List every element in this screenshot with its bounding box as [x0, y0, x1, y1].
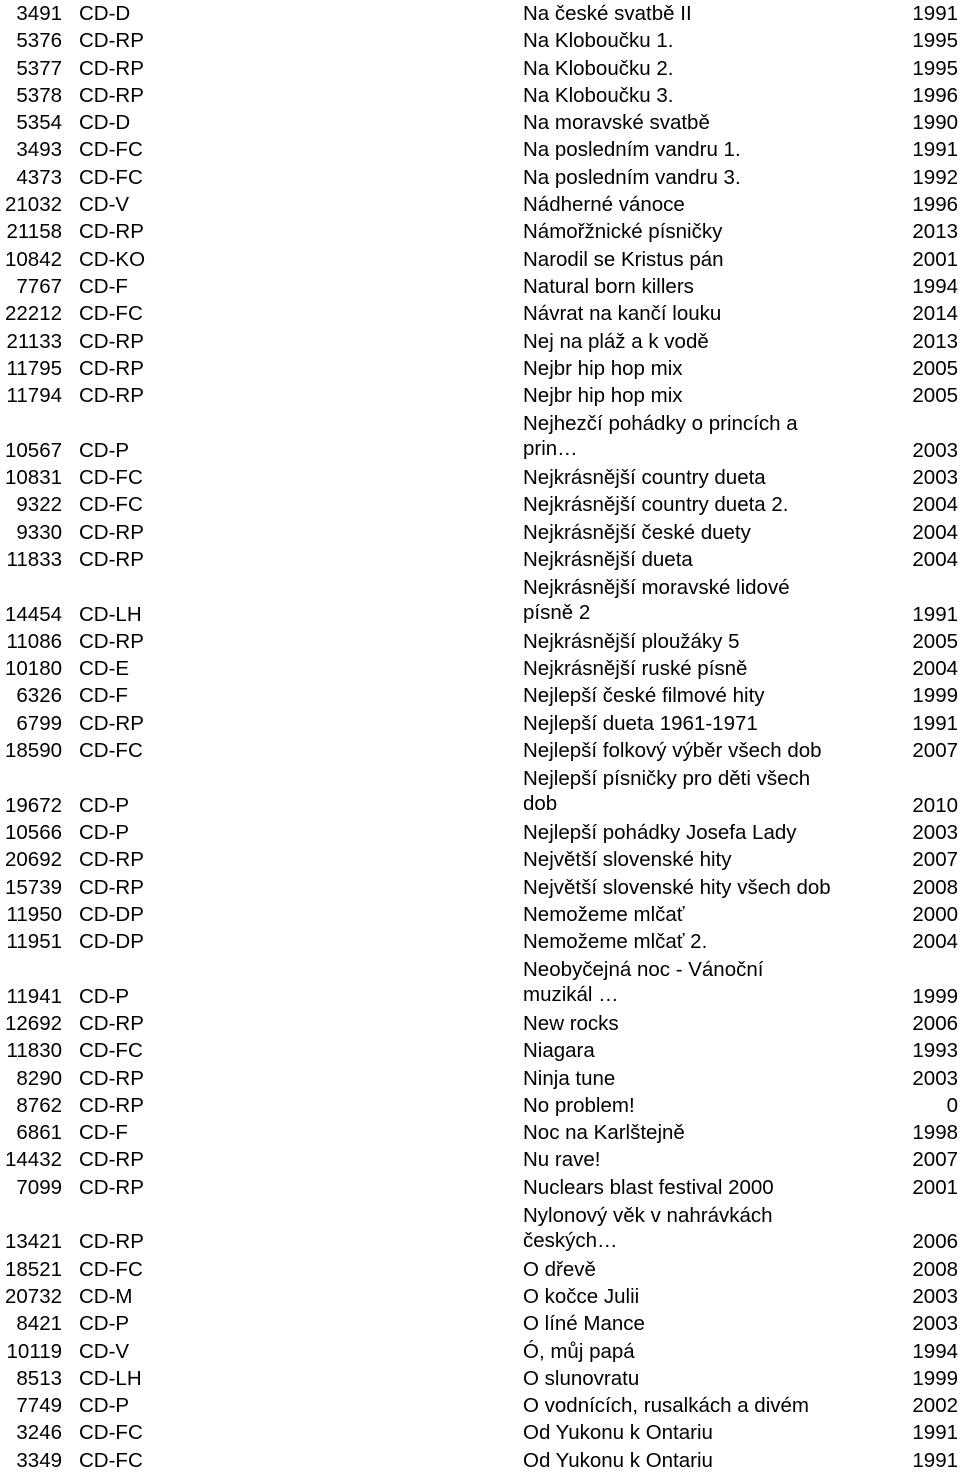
table-row — [0, 0, 960, 27]
table-row — [0, 710, 960, 737]
format-code: CD-E — [79, 657, 130, 681]
catalog-number: 6861 — [16, 1121, 62, 1145]
format-code: CD-FC — [79, 165, 143, 189]
release-year: 2000 — [912, 902, 958, 926]
album-title: Nejbr hip hop mix — [523, 384, 683, 408]
release-year: 1991 — [912, 602, 958, 626]
release-year: 2013 — [912, 220, 958, 244]
catalog-number: 6799 — [16, 711, 62, 735]
format-code: CD-P — [79, 793, 130, 817]
format-code: CD-V — [79, 1339, 130, 1363]
album-title: Nu rave! — [523, 1148, 601, 1172]
album-title: Nejhezčí pohádky o princích a prin… — [523, 412, 798, 460]
table-row — [0, 82, 960, 109]
table-row — [0, 546, 960, 573]
format-code: CD-FC — [79, 1448, 143, 1472]
table-row — [0, 764, 960, 819]
table-row — [0, 1447, 960, 1474]
catalog-number: 4373 — [16, 165, 62, 189]
catalog-number: 8290 — [16, 1066, 62, 1090]
format-code: CD-LH — [79, 1366, 142, 1390]
album-title: Od Yukonu k Ontariu — [523, 1448, 713, 1472]
release-year: 2003 — [912, 1284, 958, 1308]
catalog-number: 3493 — [16, 138, 62, 162]
release-year: 0 — [946, 1093, 958, 1117]
format-code: CD-RP — [79, 83, 144, 107]
table-row — [0, 682, 960, 709]
table-row — [0, 1065, 960, 1092]
release-year: 1998 — [912, 1121, 958, 1145]
format-code: CD-F — [79, 1121, 128, 1145]
catalog-number: 19672 — [4, 793, 62, 817]
release-year: 1991 — [912, 2, 958, 25]
release-year: 1999 — [912, 984, 958, 1008]
album-title: Na posledním vandru 1. — [523, 138, 741, 162]
table-row — [0, 1174, 960, 1201]
release-year: 2007 — [912, 1148, 958, 1172]
album-title: Největší slovenské hity všech dob — [523, 875, 831, 899]
album-title: Nuclears blast festival 2000 — [523, 1175, 774, 1199]
format-code: CD-D — [79, 111, 131, 135]
catalog-number: 18590 — [4, 739, 62, 763]
format-code: CD-FC — [79, 138, 143, 162]
album-title: Nádherné vánoce — [523, 193, 685, 217]
format-code: CD-P — [79, 1312, 130, 1336]
format-code: CD-RP — [79, 356, 144, 380]
format-code: CD-LH — [79, 602, 142, 626]
catalog-number: 11795 — [6, 356, 62, 380]
album-title: O dřevě — [523, 1257, 596, 1281]
album-title: Neobyčejná noc - Vánoční muzikál … — [523, 958, 764, 1006]
catalog-number: 7767 — [16, 274, 62, 298]
format-code: CD-F — [79, 684, 128, 708]
album-title: Nemožeme mlčať 2. — [523, 930, 708, 954]
release-year: 2013 — [912, 329, 958, 353]
table-row — [0, 246, 960, 273]
release-year: 2004 — [912, 930, 958, 954]
release-year: 2008 — [912, 875, 958, 899]
table-row — [0, 1256, 960, 1283]
table-row — [0, 1338, 960, 1365]
catalog-number: 7099 — [16, 1175, 62, 1199]
format-code: CD-P — [79, 438, 130, 462]
catalog-number: 11941 — [6, 984, 62, 1008]
format-code: CD-DP — [79, 930, 144, 954]
format-code: CD-RP — [79, 29, 144, 53]
catalog-number: 8513 — [16, 1366, 62, 1390]
catalog-number: 3246 — [16, 1421, 62, 1445]
album-title: Nejkrásnější české duety — [523, 520, 751, 544]
catalog-number: 10842 — [4, 247, 62, 271]
catalog-number: 10566 — [4, 820, 62, 844]
catalog-number: 13421 — [4, 1230, 62, 1254]
release-year: 1994 — [912, 274, 958, 298]
format-code: CD-FC — [79, 493, 143, 517]
table-row — [0, 191, 960, 218]
release-year: 1996 — [912, 193, 958, 217]
album-title: O slunovratu — [523, 1366, 640, 1390]
format-code: CD-RP — [79, 329, 144, 353]
format-code: CD-RP — [79, 384, 144, 408]
album-title: Ó, můj papá — [523, 1339, 635, 1363]
catalog-number: 7749 — [16, 1394, 62, 1418]
release-year: 2004 — [912, 520, 958, 544]
release-year: 2006 — [912, 1230, 958, 1254]
album-title: Niagara — [523, 1039, 595, 1063]
release-year: 2008 — [912, 1257, 958, 1281]
release-year: 1991 — [912, 1448, 958, 1472]
format-code: CD-RP — [79, 220, 144, 244]
table-row — [0, 655, 960, 682]
album-title: Na moravské svatbě — [523, 111, 710, 135]
catalog-number: 18521 — [4, 1257, 62, 1281]
album-title: Nejkrásnější ploužáky 5 — [523, 629, 740, 653]
table-row — [0, 1010, 960, 1037]
release-year: 2004 — [912, 493, 958, 517]
format-code: CD-RP — [79, 1175, 144, 1199]
table-row — [0, 164, 960, 191]
album-title: Na posledním vandru 3. — [523, 165, 741, 189]
album-title: Námořžnické písničky — [523, 220, 723, 244]
format-code: CD-RP — [79, 1148, 144, 1172]
catalog-number: 3491 — [16, 2, 62, 25]
release-year: 2003 — [912, 820, 958, 844]
album-title: Noc na Karlštejně — [523, 1121, 685, 1145]
album-title: Nejkrásnější ruské písně — [523, 657, 748, 681]
catalog-number: 15739 — [4, 875, 62, 899]
table-row — [0, 573, 960, 628]
album-title: Na Kloboučku 2. — [523, 56, 674, 80]
table-row — [0, 300, 960, 327]
release-year: 2003 — [912, 466, 958, 490]
table-row — [0, 218, 960, 245]
format-code: CD-P — [79, 820, 130, 844]
format-code: CD-KO — [79, 247, 146, 271]
format-code: CD-FC — [79, 1257, 143, 1281]
format-code: CD-RP — [79, 1093, 144, 1117]
table-row — [0, 328, 960, 355]
release-year: 1991 — [912, 1421, 958, 1445]
catalog-number: 11951 — [6, 930, 62, 954]
format-code: CD-FC — [79, 466, 143, 490]
release-year: 1991 — [912, 138, 958, 162]
album-title: Na Kloboučku 3. — [523, 83, 674, 107]
album-title: Nejlepší české filmové hity — [523, 684, 765, 708]
table-row — [0, 874, 960, 901]
catalog-number: 11830 — [6, 1039, 62, 1063]
catalog-number: 9322 — [16, 493, 62, 517]
table-row — [0, 1201, 960, 1256]
album-title: Největší slovenské hity — [523, 848, 732, 872]
format-code: CD-V — [79, 193, 130, 217]
release-year: 1990 — [912, 111, 958, 135]
table-row — [0, 409, 960, 464]
album-title: Návrat na kančí louku — [523, 302, 722, 326]
release-year: 2003 — [912, 1312, 958, 1336]
table-row — [0, 1392, 960, 1419]
format-code: CD-FC — [79, 302, 143, 326]
album-title: O líné Mance — [523, 1312, 645, 1336]
album-title: Od Yukonu k Ontariu — [523, 1421, 713, 1445]
table-row — [0, 1365, 960, 1392]
catalog-number: 5378 — [16, 83, 62, 107]
release-year: 2002 — [912, 1394, 958, 1418]
table-row — [0, 628, 960, 655]
table-row — [0, 1146, 960, 1173]
catalog-number: 20732 — [4, 1284, 62, 1308]
album-title: Nejkrásnější country dueta — [523, 466, 766, 490]
catalog-number: 11950 — [6, 902, 62, 926]
table-row — [0, 464, 960, 491]
format-code: CD-P — [79, 984, 130, 1008]
catalog-number: 5354 — [16, 111, 62, 135]
album-title: New rocks — [523, 1011, 619, 1035]
format-code: CD-RP — [79, 848, 144, 872]
format-code: CD-RP — [79, 711, 144, 735]
release-year: 2004 — [912, 657, 958, 681]
release-year: 2001 — [912, 1175, 958, 1199]
table-row — [0, 846, 960, 873]
album-title: No problem! — [523, 1093, 635, 1117]
format-code: CD-RP — [79, 629, 144, 653]
table-row — [0, 382, 960, 409]
release-year: 2007 — [912, 848, 958, 872]
format-code: CD-RP — [79, 520, 144, 544]
album-title: Na české svatbě II — [523, 2, 692, 25]
album-title: Ninja tune — [523, 1066, 616, 1090]
table-row — [0, 55, 960, 82]
catalog-number: 10567 — [4, 438, 62, 462]
format-code: CD-RP — [79, 56, 144, 80]
album-title: Nej na pláž a k vodě — [523, 329, 709, 353]
format-code: CD-FC — [79, 739, 143, 763]
catalog-number: 20692 — [4, 848, 62, 872]
catalog-number: 14454 — [4, 602, 62, 626]
catalog-number: 10119 — [6, 1339, 62, 1363]
release-year: 1994 — [912, 1339, 958, 1363]
format-code: CD-FC — [79, 1421, 143, 1445]
album-title: Nemožeme mlčať — [523, 902, 685, 926]
table-row — [0, 109, 960, 136]
catalog-number: 3349 — [16, 1448, 62, 1472]
format-code: CD-F — [79, 274, 128, 298]
release-year: 1995 — [912, 29, 958, 53]
table-row — [0, 819, 960, 846]
release-year: 2001 — [912, 247, 958, 271]
catalog-number: 8762 — [16, 1093, 62, 1117]
album-title: Na Kloboučku 1. — [523, 29, 674, 53]
catalog-number: 9330 — [16, 520, 62, 544]
catalog-number: 5376 — [16, 29, 62, 53]
release-year: 2014 — [912, 302, 958, 326]
album-title: O kočce Julii — [523, 1284, 640, 1308]
catalog-number: 11086 — [6, 629, 62, 653]
album-title: Nejkrásnější moravské lidové písně 2 — [523, 576, 790, 624]
table-row — [0, 273, 960, 300]
release-year: 2005 — [912, 356, 958, 380]
catalog-number: 11794 — [6, 384, 62, 408]
release-year: 2010 — [912, 793, 958, 817]
table-row — [0, 928, 960, 955]
table-row — [0, 1119, 960, 1146]
album-title: Nejkrásnější dueta — [523, 547, 693, 571]
format-code: CD-FC — [79, 1039, 143, 1063]
release-year: 1999 — [912, 684, 958, 708]
catalog-number: 21133 — [6, 329, 62, 353]
table-row — [0, 27, 960, 54]
catalog-number: 5377 — [16, 56, 62, 80]
album-title: O vodnících, rusalkách a divém — [523, 1394, 809, 1418]
release-year: 1993 — [912, 1039, 958, 1063]
release-year: 1996 — [912, 83, 958, 107]
release-year: 2003 — [912, 438, 958, 462]
release-year: 2003 — [912, 1066, 958, 1090]
format-code: CD-RP — [79, 547, 144, 571]
catalog-number: 21158 — [6, 220, 62, 244]
catalog-number: 14432 — [4, 1148, 62, 1172]
table-row — [0, 136, 960, 163]
table-row — [0, 1037, 960, 1064]
table-row — [0, 355, 960, 382]
table-row — [0, 955, 960, 1010]
catalog-number: 6326 — [16, 684, 62, 708]
release-year: 2007 — [912, 739, 958, 763]
album-title: Narodil se Kristus pán — [523, 247, 724, 271]
catalog-number: 10831 — [4, 466, 62, 490]
album-title: Nejlepší písničky pro děti všech dob — [523, 767, 811, 815]
catalog-number: 22212 — [4, 302, 62, 326]
catalog-number: 8421 — [16, 1312, 62, 1336]
format-code: CD-RP — [79, 1011, 144, 1035]
release-year: 2005 — [912, 384, 958, 408]
format-code: CD-RP — [79, 1066, 144, 1090]
format-code: CD-DP — [79, 902, 144, 926]
release-year: 2005 — [912, 629, 958, 653]
catalog-number: 10180 — [4, 657, 62, 681]
album-title: Nejlepší pohádky Josefa Lady — [523, 820, 797, 844]
release-year: 1992 — [912, 165, 958, 189]
album-title: Natural born killers — [523, 274, 694, 298]
catalog-number: 12692 — [4, 1011, 62, 1035]
format-code: CD-RP — [79, 875, 144, 899]
table-row — [0, 491, 960, 518]
table-row — [0, 1419, 960, 1446]
format-code: CD-D — [79, 2, 131, 25]
format-code: CD-M — [79, 1284, 133, 1308]
format-code: CD-RP — [79, 1230, 144, 1254]
album-title: Nejbr hip hop mix — [523, 356, 683, 380]
release-year: 2006 — [912, 1011, 958, 1035]
table-row — [0, 901, 960, 928]
format-code: CD-P — [79, 1394, 130, 1418]
album-title: Nylonový věk v nahrávkách českých… — [523, 1204, 773, 1252]
table-row — [0, 737, 960, 764]
table-row — [0, 519, 960, 546]
release-year: 1995 — [912, 56, 958, 80]
table-row — [0, 1092, 960, 1119]
release-year: 1999 — [912, 1366, 958, 1390]
catalog-number: 11833 — [6, 547, 62, 571]
album-title: Nejlepší folkový výběr všech dob — [523, 739, 822, 763]
catalog-number: 21032 — [4, 193, 62, 217]
table-row — [0, 1310, 960, 1337]
table-row — [0, 1283, 960, 1310]
release-year: 2004 — [912, 547, 958, 571]
album-title: Nejkrásnější country dueta 2. — [523, 493, 789, 517]
release-year: 1991 — [912, 711, 958, 735]
album-title: Nejlepší dueta 1961-1971 — [523, 711, 758, 735]
